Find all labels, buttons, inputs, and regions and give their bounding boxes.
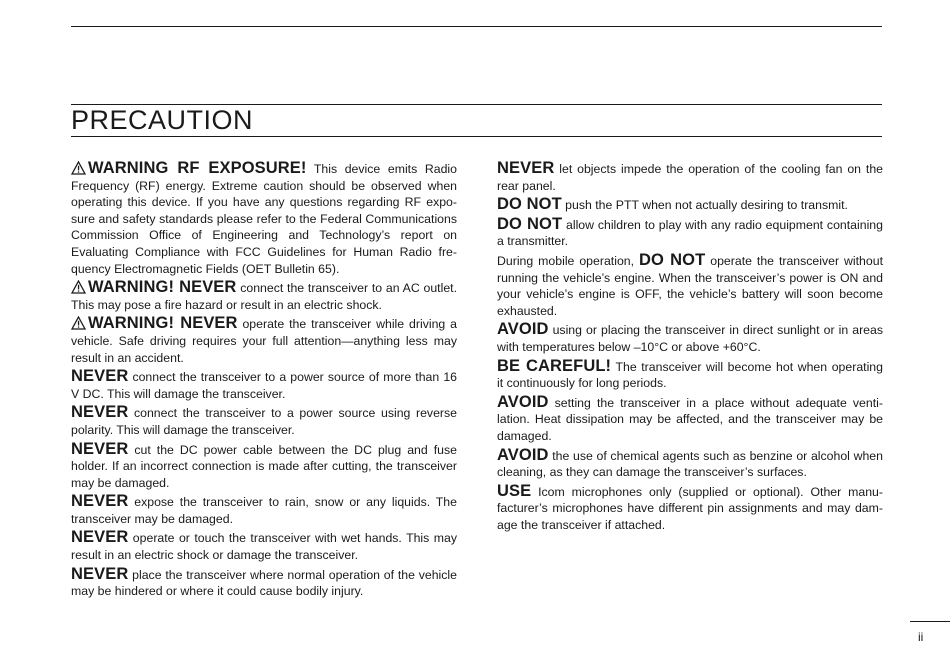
warning-triangle-icon	[71, 316, 86, 330]
keyword: AVOID	[497, 392, 549, 411]
item-text: allow children to play with any radio equipment containing a transmitter.	[497, 217, 883, 249]
precaution-item	[71, 368, 457, 402]
keyword: DO NOT	[497, 195, 562, 214]
keyword: NEVER	[71, 492, 129, 511]
item-text: This device emits Radio Frequency (RF) energy. Extreme caution should be observed when operating this device. If you have any questions regarding RF exposure and safety standards please refer to the Federal Communications Commission Office of Engineering and Technology’s report on Evaluating Compliance with FCC Guidelines for Human Radio frequency Electromagnetic Fields (OET Bulletin 65).	[71, 162, 457, 276]
keyword: DO NOT	[497, 214, 563, 233]
item-text: connect the transceiver to a power source of more than 16 V DC. This will damage the transceiver.	[71, 370, 457, 401]
precaution-item	[71, 160, 457, 277]
precaution-item	[71, 404, 457, 438]
page-number-rule	[910, 621, 950, 622]
item-text: the use of chemical agents such as benzine or alcohol when cleaning, as they can damage the transceiver’s surfaces.	[497, 448, 883, 480]
item-text: operate or touch the transceiver with wet hands. This may result in an electric shock or damage the transceiver.	[71, 531, 457, 563]
item-text: The transceiver will become hot when operating it continuously for long periods.	[497, 359, 883, 391]
keyword: NEVER	[71, 403, 129, 422]
item-text: using or placing the transceiver in direct sunlight or in areas with temperatures below –10°C or above +60°C.	[497, 323, 883, 354]
keyword: NEVER	[497, 159, 555, 177]
precaution-item	[497, 358, 883, 392]
item-text: push the PTT when not actually desiring to transmit.	[561, 198, 848, 213]
keyword: BE CAREFUL!	[497, 356, 612, 375]
keyword: NEVER	[71, 528, 129, 547]
header-rule	[71, 26, 882, 27]
precaution-item	[71, 279, 457, 313]
keyword: WARNING! NEVER	[88, 314, 238, 333]
warning-triangle-icon	[71, 161, 86, 175]
item-text: let objects impede the operation of the cooling fan on the rear panel.	[497, 162, 883, 193]
item-text: cut the DC power cable between the DC plug and fuse holder. If an incorrect connection is made after cutting, the transceiver may be damaged.	[71, 442, 457, 490]
keyword: DO NOT	[639, 250, 706, 269]
precaution-item	[71, 493, 457, 527]
item-text: Icom microphones only (supplied or optional). Other manufacturer’s microphones have different pin assignments and may damage the transceiver if attached.	[497, 484, 883, 532]
item-text: connect the transceiver to a power source using reverse polarity. This will damage the transceiver.	[71, 406, 457, 437]
item-text: connect the transceiver to an AC outlet. This may pose a fire hazard or result in an electric shock.	[71, 281, 457, 312]
item-text: place the transceiver where normal operation of the vehicle may be hindered or where it could cause bodily injury.	[71, 567, 457, 599]
precaution-item	[71, 529, 457, 563]
item-text: setting the transceiver in a place without adequate ventilation. Heat dissipation may be affected, and the transceiver may be damaged.	[497, 395, 883, 443]
keyword: NEVER	[71, 367, 129, 386]
precaution-item	[71, 566, 457, 600]
precaution-item	[497, 394, 883, 445]
keyword: WARNING RF EXPOSURE!	[88, 159, 307, 177]
page-number: ii	[918, 630, 924, 644]
precaution-item	[71, 441, 457, 492]
item-lead-text: During mobile operation,	[497, 253, 639, 268]
left-column	[71, 160, 457, 602]
title-rule-bottom	[71, 136, 882, 137]
item-text: expose the transceiver to rain, snow or any liquids. The transceiver may be damaged.	[71, 495, 457, 526]
precaution-item	[497, 160, 883, 194]
item-text: operate the transceiver while driving a vehicle. Safe driving requires your full attention—anything less may result in an accident.	[71, 317, 457, 365]
keyword: NEVER	[71, 564, 129, 583]
precaution-item	[497, 483, 883, 534]
keyword: NEVER	[71, 439, 129, 458]
precaution-item	[497, 447, 883, 481]
precaution-item	[497, 196, 883, 214]
page-title: PRECAUTION	[71, 105, 254, 135]
precaution-item	[71, 315, 457, 366]
keyword: WARNING! NEVER	[88, 278, 237, 297]
warning-triangle-icon	[71, 280, 86, 294]
precaution-item	[497, 252, 883, 319]
keyword: AVOID	[497, 445, 549, 464]
item-text: operate the transceiver without running the vehicle’s engine. When the transceiver’s power is ON and your vehicle’s engine is OFF, the vehicle’s battery will soon become exhausted.	[497, 253, 883, 318]
keyword: AVOID	[497, 320, 549, 339]
precaution-item	[497, 216, 883, 250]
right-column	[497, 160, 883, 535]
precaution-item	[497, 321, 883, 355]
keyword: USE	[497, 481, 532, 500]
